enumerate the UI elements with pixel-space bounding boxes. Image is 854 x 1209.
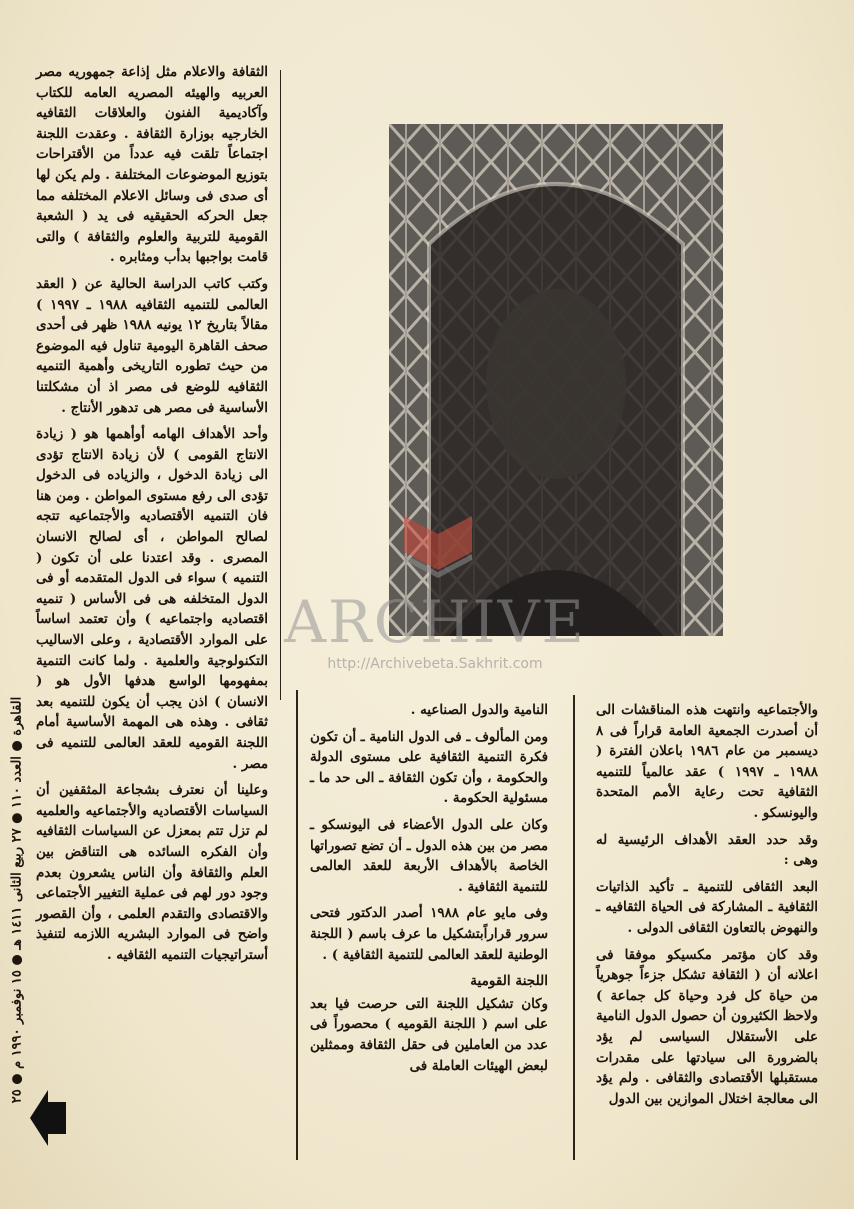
article-column-left [36,62,268,972]
paragraph: وأحد الأهداف الهامه أوأهمها هو ( زيادة الانتاج القومى ) لأن زيادة الانتاج تؤدى الى زيادة الدخول ، والزياده فى الدخول تؤدى الى رفع مستوى المواطن . ومن هنا فان التنميه الأقتصاديه والأجتماعيه تتجه لصالح المواطن ، أى لصالح الانسان المصرى . وقد اعتدنا على أن تكون ( التنميه ) سواء فى الدول المتقدمه أو فى الدول المتخلفه هى فى الأساس ( تنميه اقتصاديه واجتماعيه ) وأن تعتمد اساساً على الموارد الأقتصادية ، وعلى الاساليب التكنولوجية والعلمية . ولما كانت التنمية بمفهومها الواسع هدفها الأول هو ( الانسان ) اذن يجب أن يكون للتنميه بعد ثقافى . وهذه هى المهمة الأساسية أمام اللجنة القوميه للعقد العالمى للتنميه فى مصر . [36,426,268,772]
paragraph: وعلينا أن نعترف بشجاعة المثقفين أن السياسات الأقتصاديه والأجتماعيه والعلميه لم تزل تتم بمعزل عن السياسات الثقافيه وأن الفكره السائده هى التناقض بين العلم والثقافة وأن الناس يشعرون بعدم وجود دور لهم فى عملية التغيير الأجتماعى والاقتصادى والتقدم العلمى ، وأن القصور واضح فى الموارد البشريه اللازمه لتنفيذ أستراتيجيات التنميه الثقافيه . [36,782,268,963]
paragraph: وقد حدد العقد الأهداف الرئيسية له وهى : [596,831,818,869]
paragraph: الثقافة والاعلام مثل إذاعة جمهوريه مصر العربيه والهيئه المصريه العامه للكتاب وآكاديمية الفنون والعلاقات الثقافيه الخارجيه بوزارة الثقافة . وعقدت اللجنة اجتماعاً تلقت فيه عدداً من الأقتراحات بتوزيع الموضوعات المختلفة . ولم يكن لها أى صدى فى وسائل الاعلام المختلفه مما جعل الحركه الحقيقيه فى يد ( الشعبة القومية للتربية والعلوم والثقافة ) والتى قامت بواجبها بدأب ومثابره . [36,64,268,266]
article-photo [389,124,723,636]
article-column-middle [310,700,548,1082]
watermark-url: http://Archivebeta.Sakhrit.com [327,656,543,672]
column-divider [573,695,575,1160]
section-heading: اللجنة القومية [470,973,548,990]
paragraph: وكتب كاتب الدراسة الحالية عن ( العقد العالمى للتنميه الثقافيه ١٩٨٨ ـ ١٩٩٧ ) مقالاً بتاريخ ١٢ يونيه ١٩٨٨ ظهر فى أحدى صحف القاهرة اليومية تناول فيه الموضوع من حيث تطوره التاريخى وأهمية التنميه الثقافيه للوضع فى مصر اذ أن مشكلتنا الأساسية فى مصر هى تدهور الأنتاج . [36,275,269,416]
paragraph: وكان على الدول الأعضاء فى اليونسكو ـ مصر من بين هذه الدول ـ أن تضع تصوراتها الخاصة بالأهداف الأربعة للعقد العالمى للتنمية الثقافية . [310,816,548,895]
paragraph: النامية والدول الصناعيه . [410,702,548,718]
paragraph: وفى مايو عام ١٩٨٨ أصدر الدكتور فتحى سرور قراراًبتشكيل ما عرف باسم ( اللجنة الوطنية للعقد العالمى للتنمية الثقافية ) . [310,905,548,963]
paragraph: البعد الثقافى للتنمية ـ تأكيد الذاتيات الثقافية ـ المشاركة فى الحياة الثقافيه ـ والنهوض بالتعاون الثقافى الدولى . [596,878,818,936]
column-divider [280,70,281,700]
continue-arrow-icon [30,1090,66,1146]
paragraph: وقد كان مؤتمر مكسيكو موفقا فى اعلانه أن ( الثقافة تشكل جزءاً جوهرياً من حياة كل فرد وحياة كل جماعة ) ولاحظ الكثيرون أن حصول الدول النامية على الأستقلال السياسى لم يؤد بالضرورة الى سيادتها على مقدرات مستقبلها الأقتصادى والثقافى . ولم يؤد الى معالجة اختلال الموازين بين الدول [596,946,818,1107]
paragraph: وكان تشكيل اللجنة التى حرصت فيا بعد على اسم ( اللجنة القوميه ) محصوراً فى عدد من العاملين فى حقل الثقافة وممثلين لبعض الهيئات العاملة فى [310,995,548,1074]
paragraph: ومن المألوف ـ فى الدول النامية ـ أن تكون فكرة التنمية الثقافية على مستوى الدولة والحكومة ، وأن تكون الثقافة ـ الى حد ما ـ مسئولية الحكومة . [310,728,548,807]
column-divider [296,690,298,1160]
article-column-right [596,700,818,1115]
issue-info-strip [2,640,32,1160]
watermark-title: ARCHIVE [284,588,586,656]
paragraph: والأجتماعيه وانتهت هذه المناقشات الى أن أصدرت الجمعية العامة قراراً فى ٨ ديسمبر من عام ١٩٨٦ باعلان الفترة ( ١٩٨٨ ـ ١٩٩٧ ) عقد عالمياً للتنميه الثقافية تحت رعاية الأمم المتحدة واليونسكو . [596,702,818,821]
issue-info-text: القاهرة ● العدد ١١٠ ● ٢٧ ربيع الثانى ١٤١١ هـ ● ١٥ نوفمبر ١٩٩٠ م ● ٢٥ [9,696,25,1104]
